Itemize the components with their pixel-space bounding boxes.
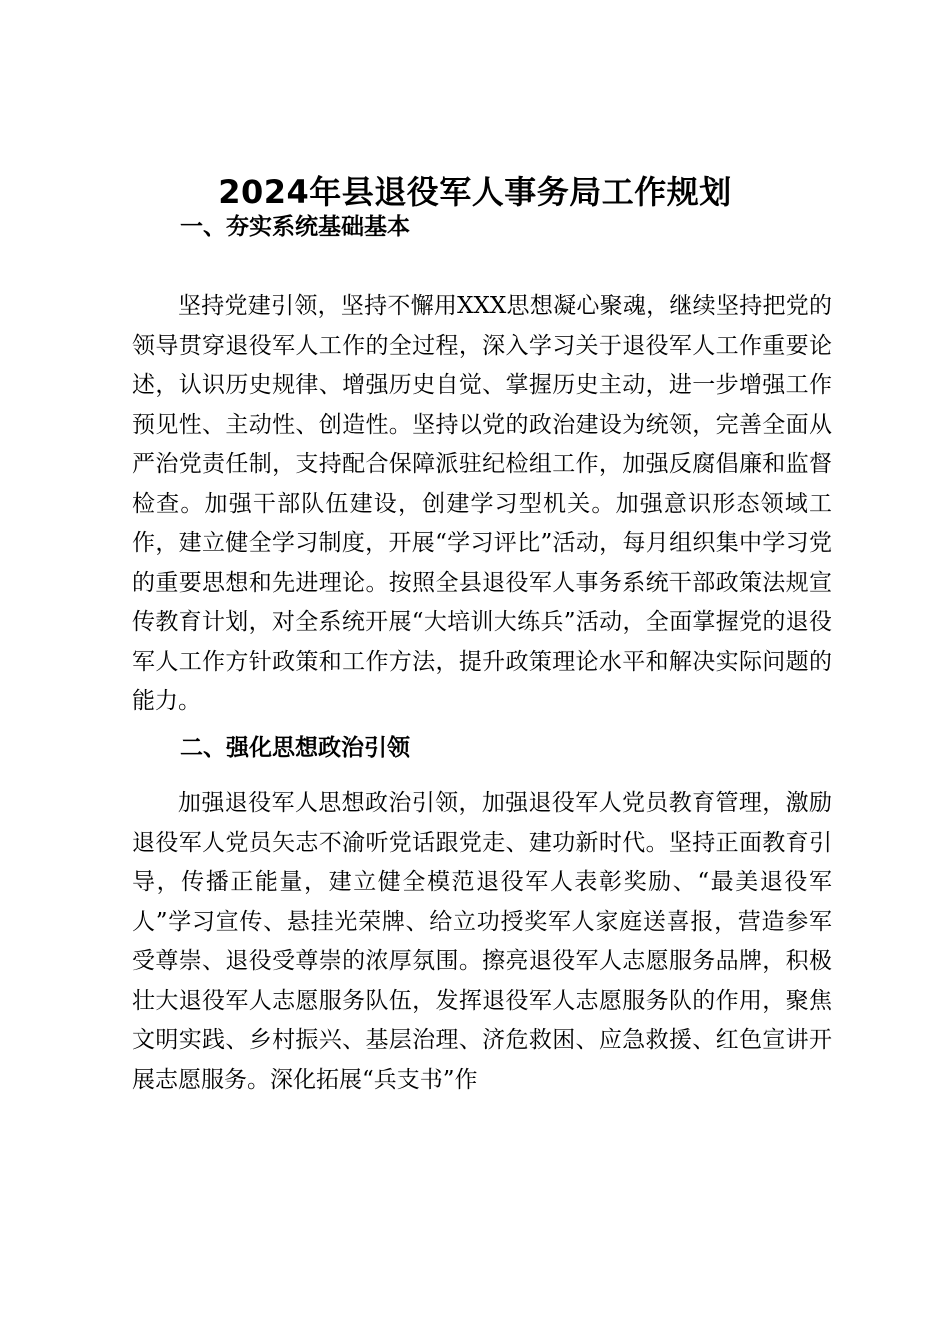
section-heading-2: 二、强化思想政治引领 [180,735,410,761]
section-paragraph-1: 坚持党建引领，坚持不懈用XXX思想凝心聚魂，继续坚持把党的领导贯穿退役军人工作的全过程，深入学习关于退役军人工作重要论述，认识历史规律、增强历史自觉、掌握历史主动，进一步增强工作预见性、主动性、创造性。坚持以党的政治建设为统领，完善全面从严治党责任制，支持配合保障派驻纪检组工作，加强反腐倡廉和监督检查。加强干部队伍建设，创建学习型机关。加强意识形态领域工作，建立健全学习制度，开展“学习评比”活动，每月组织集中学习党的重要思想和先进理论。按照全县退役军人事务系统干部政策法规宣传教育计划，对全系统开展“大培训大练兵”活动，全面掌握党的退役军人工作方针政策和工作方法，提升政策理论水平和解决实际问题的能力。 [132,293,832,714]
section-heading-1: 一、夯实系统基础基本 [180,214,410,240]
document-title: 2024年县退役军人事务局工作规划 [218,173,732,211]
section-paragraph-2: 加强退役军人思想政治引领，加强退役军人党员教育管理，激励退役军人党员矢志不渝听党话跟党走、建功新时代。坚持正面教育引导，传播正能量，建立健全模范退役军人表彰奖励、“最美退役军人”学习宣传、悬挂光荣牌、给立功授奖军人家庭送喜报，营造参军受尊崇、退役受尊崇的浓厚氛围。擦亮退役军人志愿服务品牌，积极壮大退役军人志愿服务队伍，发挥退役军人志愿服务队的作用，聚焦文明实践、乡村振兴、基层治理、济危救困、应急救援、红色宣讲开展志愿服务。深化拓展“兵支书”作 [132,790,832,1093]
